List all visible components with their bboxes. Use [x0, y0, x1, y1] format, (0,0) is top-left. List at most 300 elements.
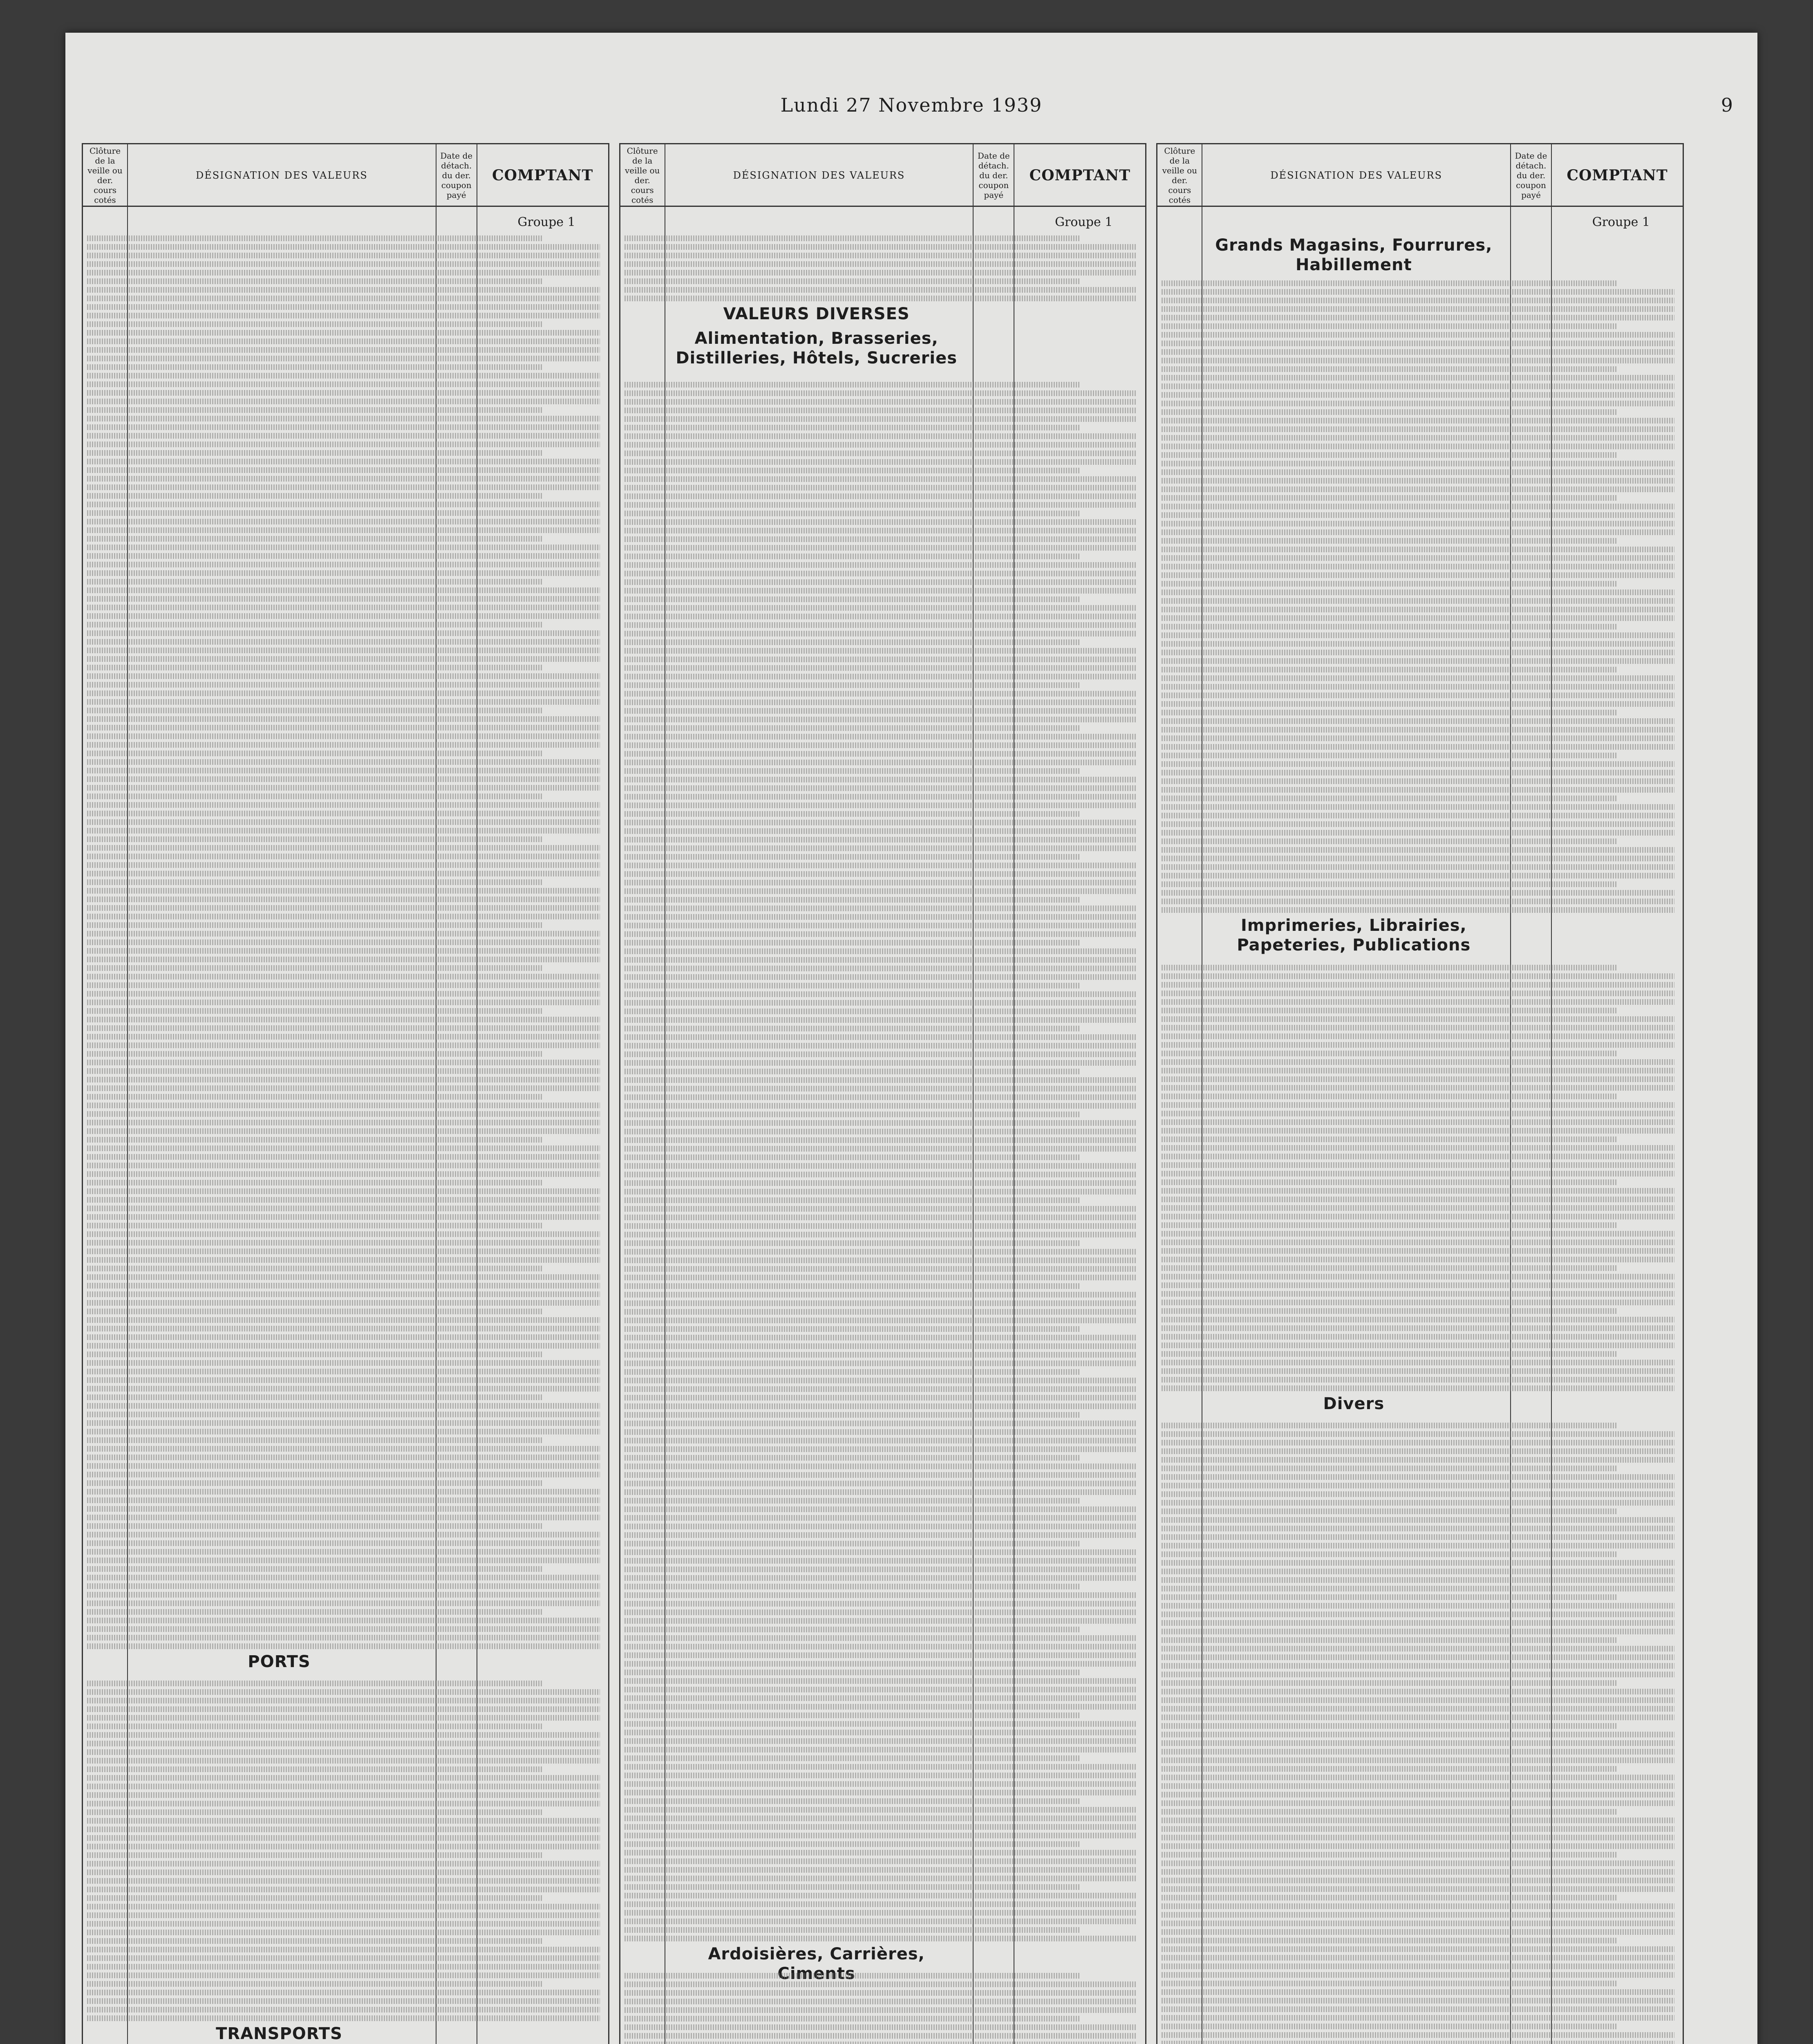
listing-line: [624, 897, 1080, 903]
listing-line: [624, 974, 1137, 980]
designation-header: DÉSIGNATION DES VALEURS: [1202, 144, 1511, 206]
listing-line: [1162, 1051, 1617, 1056]
listing-line: [87, 1801, 600, 1806]
listing-line: [1162, 512, 1674, 518]
listing-line: [87, 510, 600, 516]
listing-line: [624, 1901, 1137, 1907]
listing-line: [624, 1446, 1137, 1452]
listing-line: [1162, 1162, 1674, 1168]
listing-line: [87, 888, 600, 894]
listing-line: [87, 1351, 543, 1357]
listing-line: [1162, 2041, 1674, 2044]
listing-line: [87, 1998, 600, 2004]
listing-line: [624, 648, 1137, 654]
listing-line: [87, 1626, 600, 1632]
listing-line: [624, 1730, 1137, 1735]
listing-line: [87, 244, 600, 250]
listing-line: [87, 596, 600, 602]
listing-line: [1162, 1629, 1674, 1634]
listing-line: [87, 1060, 600, 1065]
listing-line: [87, 1964, 600, 1970]
listing-line: [1162, 1912, 1674, 1918]
listing-line: [624, 931, 1137, 937]
listing-line: [1162, 615, 1674, 621]
listing-line: [1162, 1085, 1674, 1091]
listing-line: [624, 1936, 1137, 1941]
listing-line: [624, 682, 1080, 688]
listing-line: [624, 459, 1137, 465]
listing-line: [87, 1171, 600, 1177]
listing-line: [1162, 1360, 1674, 1365]
listing-line: [624, 1858, 1137, 1864]
listing-line: [87, 673, 600, 679]
listing-line: [624, 742, 1137, 748]
listing-line: [1162, 1611, 1674, 1617]
listing-line: [1162, 1723, 1617, 1729]
listing-line: [624, 1609, 1137, 1615]
listing-line: [624, 1369, 1080, 1375]
listing-line: [87, 845, 600, 851]
listing-line: [624, 1051, 1137, 1057]
listing-line: [87, 1025, 600, 1031]
listing-line: [87, 1532, 600, 1537]
listing-line: [87, 974, 600, 979]
listing-line: [1162, 1551, 1617, 1557]
listing-line: [624, 734, 1137, 740]
listing-line: [1162, 701, 1674, 707]
listing-line: [1162, 1903, 1674, 1909]
listing-line: [1162, 1025, 1674, 1031]
listing-line: [1162, 1231, 1674, 1237]
listing-line: [87, 630, 600, 636]
listing-line: [87, 1990, 600, 1995]
listing-line: [624, 554, 1080, 559]
listing-line: [87, 768, 600, 773]
listing-line: [624, 605, 1137, 611]
listing-line: [624, 948, 1137, 954]
listing-line: [624, 691, 1137, 697]
listing-line: [1162, 2015, 1674, 2021]
listing-line: [87, 776, 600, 782]
listing-line: [1162, 710, 1617, 715]
listing-line: [624, 1773, 1137, 1778]
listing-line: [87, 836, 543, 842]
listing-line: [624, 1069, 1080, 1074]
listing-line: [1162, 1517, 1674, 1523]
listing-line: [624, 536, 1137, 542]
listing-line: [87, 1403, 600, 1409]
listing-line: [1162, 1205, 1674, 1211]
listing-line: [87, 1068, 600, 1074]
listing-line: [1162, 1042, 1674, 1048]
listing-line: [87, 1386, 600, 1392]
listing-line: [87, 296, 600, 301]
listing-line: [624, 1481, 1137, 1486]
listing-line: [624, 777, 1137, 782]
listing-line: [87, 356, 600, 361]
listing-line: [87, 862, 600, 868]
listing-line: [87, 759, 600, 765]
listing-line: [1162, 1334, 1674, 1340]
listing-line: [624, 1918, 1137, 1924]
listing-line: [87, 1698, 600, 1703]
listing-line: [87, 570, 600, 576]
listing-line: [87, 1394, 543, 1400]
listing-line: [87, 751, 543, 756]
listing-line: [624, 1026, 1080, 1031]
listing-line: [1162, 632, 1674, 638]
listing-line: [87, 1706, 600, 1712]
listing-line: [87, 991, 600, 997]
listing-line: [624, 1532, 1137, 1538]
listing-line: [1162, 564, 1674, 569]
listing-line: [624, 261, 1137, 267]
listing-line: [87, 811, 600, 816]
listing-line: [624, 1086, 1137, 1091]
listing-line: [1162, 1672, 1674, 1677]
listing-line: [1162, 1586, 1674, 1591]
listing-line: [1162, 426, 1674, 432]
listing-line: [624, 1146, 1137, 1152]
listing-line: [87, 1689, 600, 1695]
listing-line: [624, 923, 1137, 928]
date-detach-header: Date de détach. du der. coupon payé: [436, 144, 477, 206]
listing-line: [1162, 1483, 1674, 1488]
listing-line: [1162, 658, 1674, 664]
listing-line: [624, 1515, 1137, 1521]
listing-line: [87, 802, 600, 808]
listing-line: [1162, 1033, 1674, 1039]
listing-line: [1162, 486, 1674, 492]
listing-line: [624, 1990, 1137, 1996]
listing-line: [1162, 581, 1617, 587]
listing-line: [87, 2007, 600, 2013]
listing-line: [87, 1231, 600, 1237]
listing-line: [624, 235, 1080, 241]
listing-line: [87, 1575, 600, 1580]
listing-line: [1162, 289, 1674, 295]
listing-line: [624, 1120, 1137, 1126]
listing-line: [624, 1807, 1137, 1813]
listing-line: [1162, 1963, 1674, 1969]
listing-line: [624, 1738, 1137, 1744]
listing-line: [624, 991, 1137, 997]
listing-line: [1162, 1222, 1617, 1228]
listing-line: [624, 1498, 1080, 1504]
listing-line: [624, 2016, 1080, 2022]
listing-line: [87, 1497, 600, 1503]
listing-line: [87, 699, 600, 705]
listing-line: [624, 1575, 1137, 1581]
listing-line: [1162, 1179, 1617, 1185]
listing-line: [624, 1343, 1137, 1349]
listing-line: [624, 845, 1137, 851]
listing-line: [624, 287, 1137, 293]
listing-line: [1162, 298, 1674, 303]
listing-line: [624, 296, 1137, 301]
listing-line: [1162, 982, 1674, 988]
listing-line: [1162, 444, 1674, 449]
listing-line: [1162, 1560, 1674, 1566]
column-3: [1156, 143, 1684, 2044]
listing-line: [87, 896, 600, 902]
listing-line: [624, 1180, 1137, 1186]
listing-line: [624, 1541, 1080, 1546]
listing-line: [624, 1060, 1137, 1066]
listing-line: [87, 1446, 600, 1452]
listing-line: [87, 1955, 600, 1961]
listing-line: [624, 1999, 1137, 2004]
group-label: Groupe 1: [1592, 215, 1650, 229]
listing-line: [1162, 409, 1617, 415]
listing-line: [87, 1523, 543, 1529]
listing-line: [624, 1927, 1080, 1933]
group-label: Groupe 1: [1055, 215, 1113, 229]
column-2: [619, 143, 1147, 2044]
listing-line: [624, 1867, 1137, 1873]
listing-line: [1162, 1491, 1674, 1497]
listing-line: [87, 338, 600, 344]
designation-header: DÉSIGNATION DES VALEURS: [128, 144, 436, 206]
listing-line: [624, 1973, 1080, 1979]
listing-line: [87, 1861, 600, 1867]
listing-line: [624, 657, 1137, 662]
listing-line: [1162, 1921, 1674, 1926]
listing-line: [1162, 838, 1617, 844]
listing-line: [87, 1758, 600, 1764]
listing-line: [87, 1583, 600, 1589]
listing-line: [1162, 1792, 1674, 1797]
listing-line: [87, 1549, 600, 1555]
listing-line: [1162, 607, 1674, 612]
listing-line: [624, 1077, 1137, 1083]
listing-line: [1162, 1680, 1617, 1686]
listing-line: [87, 1300, 600, 1306]
listing-line: [87, 1317, 600, 1323]
listing-line: [87, 1437, 543, 1443]
listing-line: [87, 433, 600, 439]
listing-line: [1162, 349, 1674, 355]
listing-line: [87, 536, 543, 542]
listing-line: [624, 1309, 1137, 1315]
listing-line: [87, 690, 600, 696]
listing-line: [87, 1792, 600, 1798]
listing-line: [1162, 375, 1674, 381]
listing-line: [1162, 1300, 1674, 1305]
listing-line: [624, 433, 1137, 439]
listing-line: [1162, 1111, 1674, 1116]
listing-line: [624, 1009, 1137, 1014]
listing-line: [87, 1592, 600, 1598]
listing-line: [1162, 1981, 1617, 1986]
comptant-header: COMPTANT: [1029, 167, 1131, 184]
listing-line: [624, 528, 1137, 533]
listing-line: [87, 1887, 600, 1892]
listing-line: [624, 519, 1137, 525]
listing-line: [1162, 392, 1674, 398]
listing-line: [1162, 1059, 1674, 1065]
listing-line: [624, 596, 1080, 602]
listing-line: [87, 716, 600, 722]
listing-line: [624, 1017, 1137, 1023]
listing-line: [87, 527, 600, 533]
listing-line: [87, 1732, 600, 1738]
listing-line: [1162, 341, 1674, 346]
listing-line: [1162, 1342, 1674, 1348]
listing-line: [624, 1712, 1080, 1718]
listing-line: [87, 793, 543, 799]
listing-line: [1162, 684, 1674, 690]
listing-line: [1162, 761, 1674, 767]
comptant-header: COMPTANT: [1567, 167, 1668, 184]
listing-line: [624, 1618, 1137, 1624]
listing-line: [87, 1912, 600, 1918]
listing-line: [1162, 1102, 1674, 1108]
listing-line: [624, 1197, 1080, 1203]
column-1-body: [83, 207, 608, 2044]
listing-line: [1162, 1128, 1674, 1134]
listing-line: [624, 545, 1137, 551]
listing-line: [624, 1429, 1137, 1435]
listing-line: [1162, 1929, 1674, 1935]
listing-line: [1162, 864, 1674, 870]
listing-line: [624, 1318, 1137, 1323]
listing-line: [87, 656, 600, 662]
listing-line: [87, 579, 543, 585]
listing-line: [624, 751, 1137, 757]
listing-line: [624, 1300, 1137, 1306]
listing-line: [87, 708, 543, 713]
listing-line: [1162, 1325, 1674, 1331]
listing-line: [1162, 461, 1674, 466]
listing-line: [87, 1334, 600, 1340]
listing-line: [87, 613, 600, 619]
listing-line: [624, 1850, 1137, 1856]
listing-line: [624, 2007, 1137, 2013]
listing-line: [624, 1163, 1137, 1169]
listing-line: [87, 1369, 600, 1374]
listing-line: [87, 347, 600, 353]
listing-line: [624, 408, 1137, 413]
listing-line: [1162, 1715, 1674, 1720]
listing-line: [624, 1257, 1137, 1263]
listing-line: [624, 390, 1137, 396]
listing-line: [624, 1215, 1137, 1220]
listing-line: [1162, 1637, 1617, 1643]
listing-line: [87, 1154, 600, 1160]
column-1-header: [83, 144, 608, 207]
listing-line: [624, 511, 1080, 516]
listing-line: [1162, 1368, 1674, 1374]
listing-line: [1162, 1783, 1674, 1789]
listing-line: [87, 922, 543, 928]
listing-line: [87, 1206, 600, 1211]
listing-line: [87, 321, 543, 327]
listing-line: [1162, 1154, 1674, 1159]
listing-line: [87, 725, 600, 731]
listing-line: [624, 1206, 1137, 1212]
listing-line: [624, 1558, 1137, 1564]
listing-line: [87, 1741, 600, 1746]
listing-line: [1162, 1826, 1674, 1832]
column-2-body: [620, 207, 1146, 2044]
listing-line: [624, 717, 1137, 722]
listing-line: [624, 468, 1080, 473]
listing-line: [1162, 2006, 1674, 2012]
listing-line: [624, 1721, 1137, 1727]
listing-line: [1162, 1835, 1674, 1840]
listing-line: [624, 708, 1137, 714]
listing-line: [87, 1827, 600, 1832]
listing-line: [87, 390, 600, 396]
listing-line: [87, 278, 543, 284]
column-2-header: [620, 144, 1146, 207]
listing-line: [87, 1489, 600, 1495]
listing-line: [1162, 538, 1617, 544]
group-label: Groupe 1: [517, 215, 575, 229]
listing-line: [624, 2024, 1137, 2030]
listing-line: [87, 665, 543, 670]
listing-line: [624, 1747, 1137, 1753]
listing-line: [1162, 547, 1674, 552]
listing-line: [87, 682, 600, 688]
listing-line: [87, 939, 600, 945]
listing-line: [1162, 572, 1674, 578]
listing-line: [87, 364, 543, 370]
listing-line: [1162, 1998, 1674, 2004]
listing-line: [624, 1841, 1080, 1847]
listing-line: [87, 1008, 543, 1014]
listing-line: [87, 1223, 543, 1228]
listing-line: [1162, 796, 1617, 801]
listing-line: [1162, 1766, 1617, 1772]
listing-line: [87, 270, 600, 276]
listing-line: [87, 957, 600, 962]
listing-line: [1162, 1094, 1617, 1099]
listing-line: [87, 1266, 543, 1271]
listing-line: [1162, 1938, 1617, 1943]
listing-line: [624, 253, 1137, 258]
listing-line: [87, 1784, 600, 1789]
listing-line: [1162, 1351, 1617, 1357]
listing-line: [1162, 890, 1674, 896]
listing-line: [87, 407, 543, 413]
listing-line: [1162, 693, 1674, 698]
listing-line: [1162, 1016, 1674, 1022]
listing-line: [1162, 999, 1674, 1005]
listing-line: [1162, 1818, 1674, 1823]
listing-line: [1162, 821, 1674, 827]
listing-line: [624, 1112, 1080, 1117]
listing-line: [1162, 1534, 1674, 1540]
listing-line: [87, 1506, 600, 1512]
listing-line: [1162, 1878, 1674, 1883]
listing-line: [1162, 813, 1674, 818]
listing-line: [87, 931, 600, 937]
listing-line: [1162, 1603, 1674, 1609]
listing-line: [87, 1609, 543, 1615]
listing-line: [1162, 1466, 1617, 1471]
listing-line: [624, 760, 1137, 765]
listing-line: [1162, 787, 1674, 793]
listing-line: [624, 1378, 1137, 1383]
listing-line: [1162, 1972, 1674, 1978]
listing-line: [87, 1775, 600, 1781]
listing-line: [87, 1972, 600, 1978]
listing-line: [87, 442, 600, 447]
listing-line: [1162, 529, 1674, 535]
listing-line: [87, 562, 600, 567]
